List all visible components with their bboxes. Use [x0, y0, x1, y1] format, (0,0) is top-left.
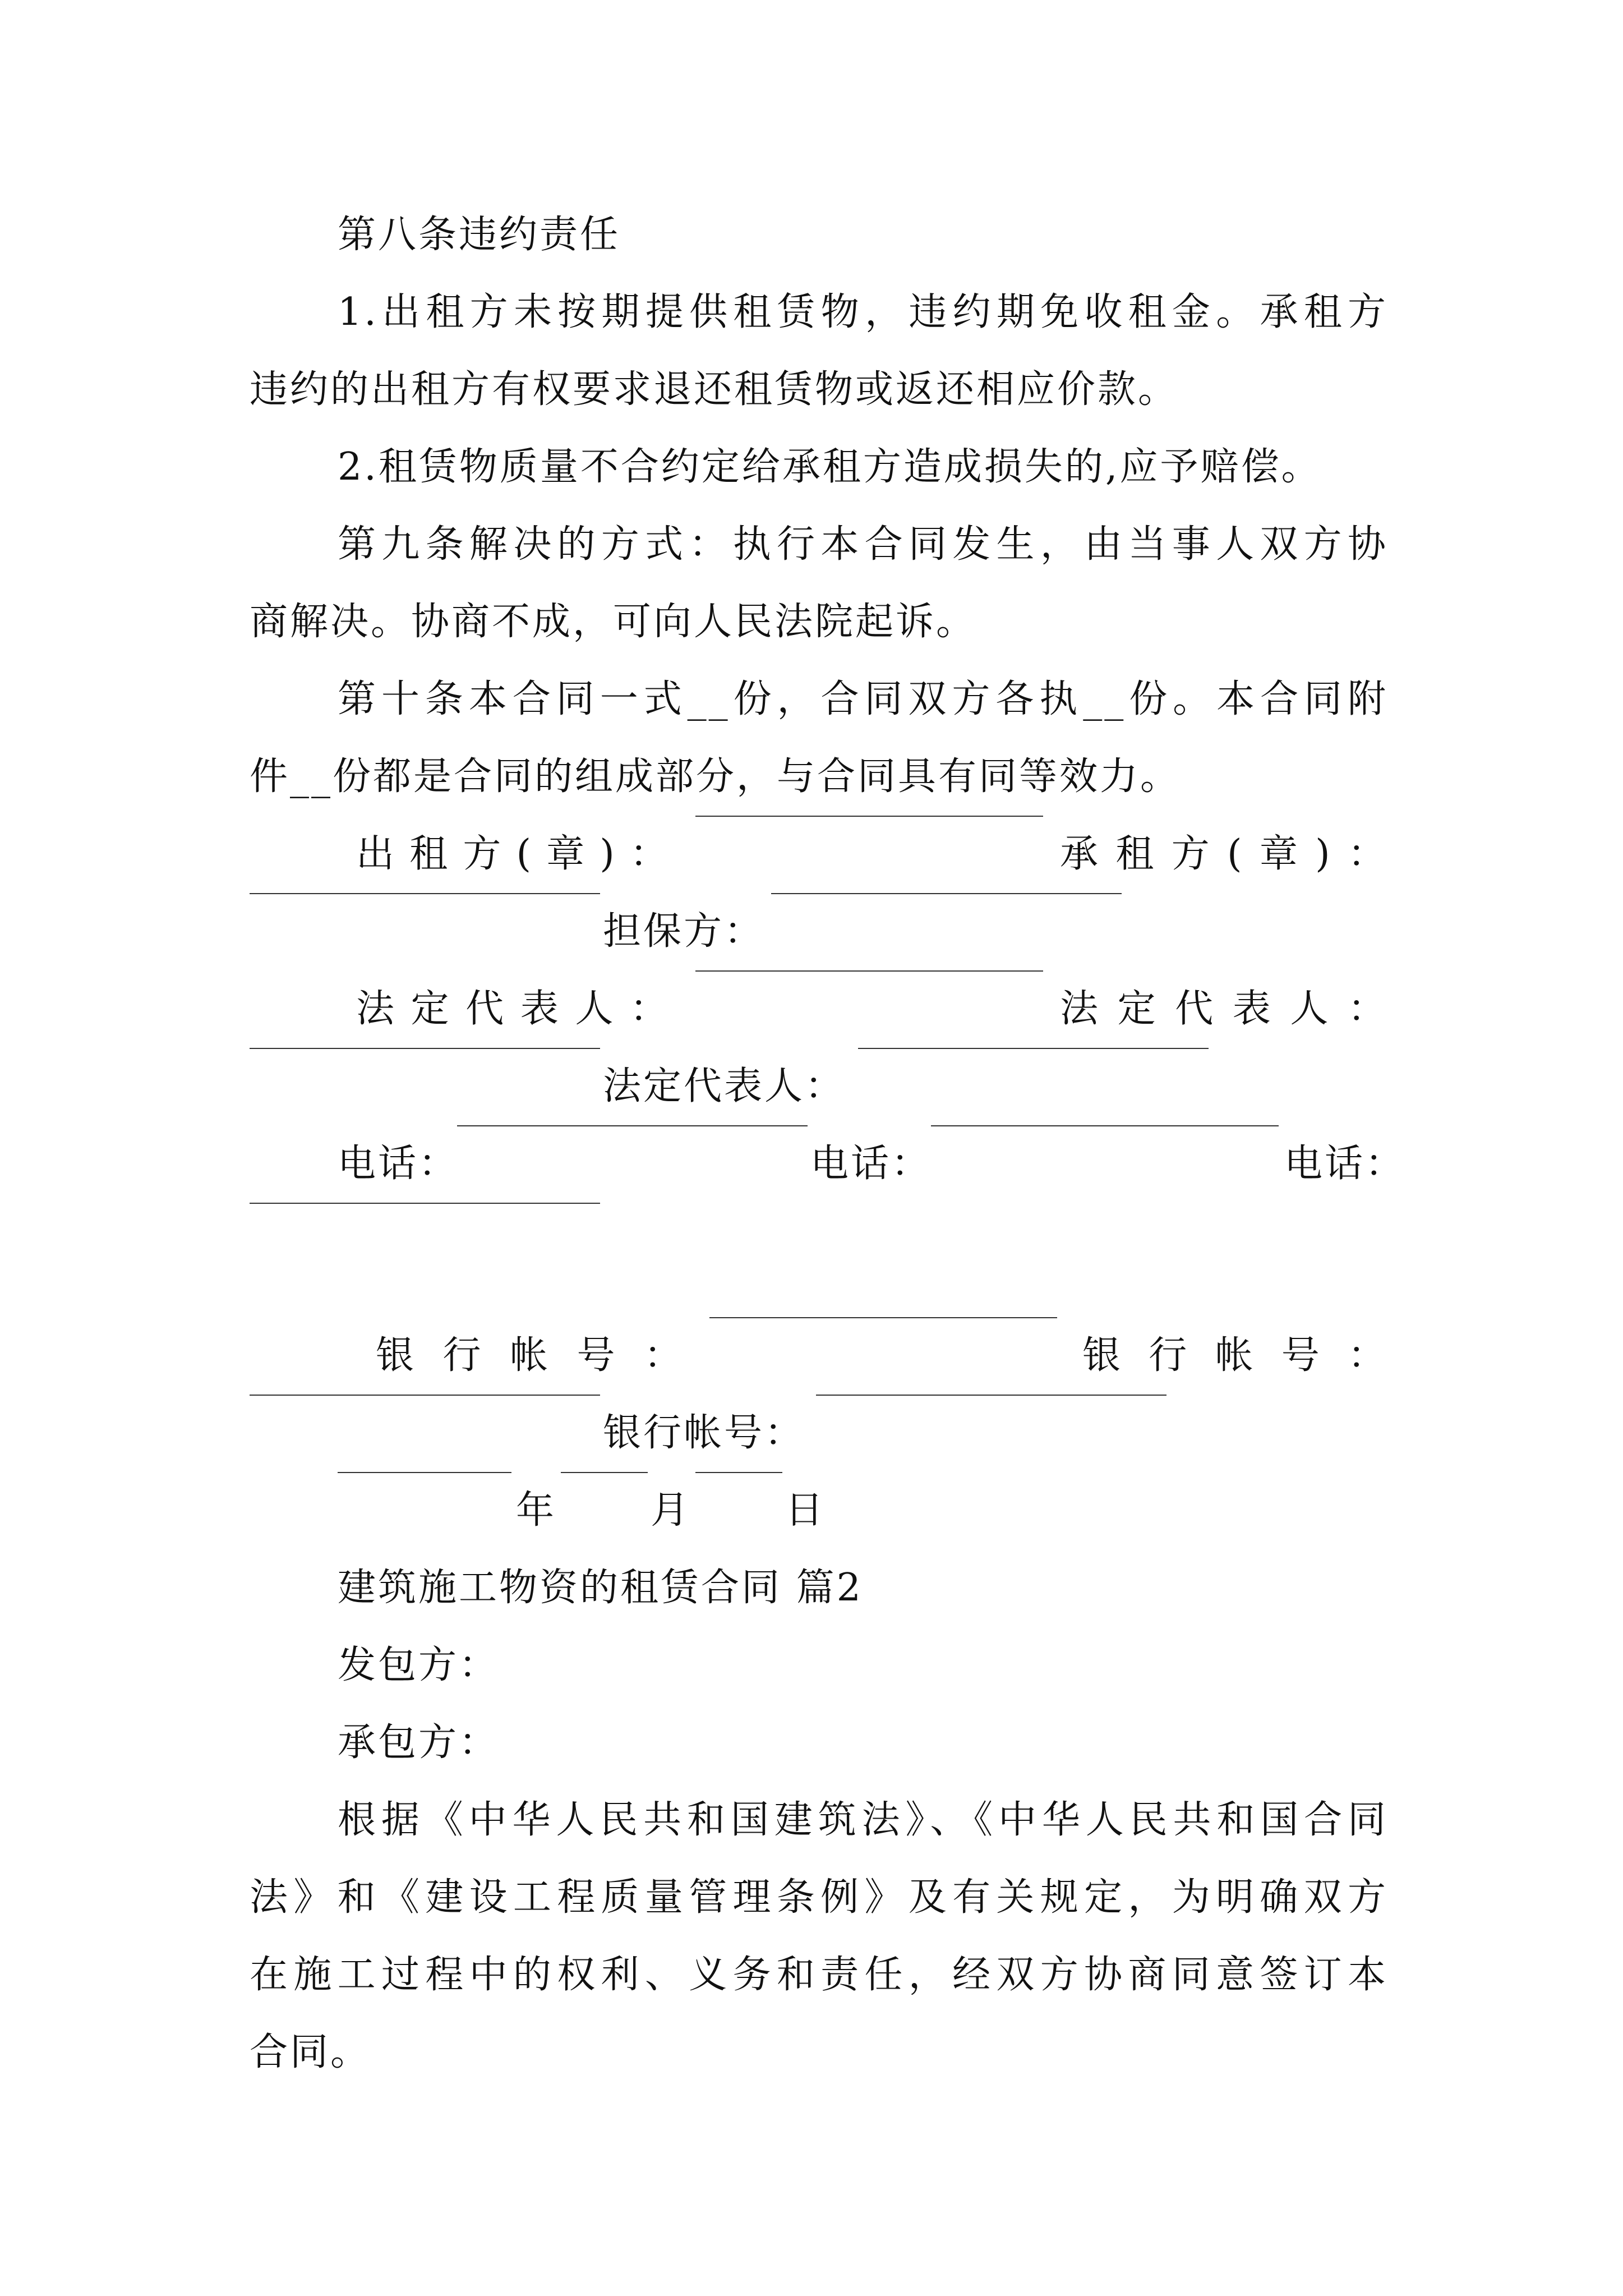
guarantor-phone-label: 电话： — [1284, 1142, 1406, 1186]
lessee-bank-label: 银行帐号： — [1082, 1333, 1388, 1378]
contract-issuer-label: 发包方： — [338, 1643, 500, 1687]
lessor-phone-label: 电话： — [338, 1142, 459, 1186]
part-2-paragraph-line-4: 合同。 — [250, 2030, 371, 2074]
signature-row-bank — [250, 1317, 1388, 1395]
lessee-legal-rep-label: 法定代表人： — [1060, 987, 1388, 1031]
lessee-phone-label: 电话： — [810, 1142, 932, 1186]
lessee-blank[interactable] — [250, 893, 600, 894]
contract-body — [250, 196, 1406, 2091]
article-8-item-2: 2.租赁物质量不合约定给承租方造成损失的,应予赔偿。 — [338, 445, 1322, 489]
lessor-legal-rep-blank[interactable] — [695, 970, 1043, 972]
article-8-title: 第八条违约责任 — [338, 213, 621, 257]
signature-row-phone-cont — [250, 1203, 1388, 1280]
article-8-item-1-line-1: 1.出租方未按期提供租赁物，违约期免收租金。承租方 — [338, 290, 1388, 334]
part-2-paragraph-line-2: 法》和《建设工程质量管理条例》及有关规定，为明确双方 — [250, 1875, 1388, 1920]
article-8-item-1-line-2: 违约的出租方有权要求退还租赁物或返还相应价款。 — [250, 367, 1179, 412]
lessee-phone-blank[interactable] — [931, 1125, 1279, 1126]
article-10-line-2: 件__份都是合同的组成部分，与合同具有同等效力。 — [250, 754, 1181, 799]
part-2-paragraph-line-3: 在施工过程中的权利、义务和责任，经双方协商同意签订本 — [250, 1953, 1388, 1997]
part-2-paragraph-line-1: 根据《中华人民共和国建筑法》、《中华人民共和国合同 — [338, 1798, 1388, 1842]
signature-row-phones — [250, 1125, 1406, 1203]
contractor-label: 承包方： — [338, 1720, 500, 1765]
year-label: 年 — [516, 1488, 557, 1533]
guarantor-label: 担保方： — [603, 909, 765, 954]
lessor-label: 出租方(章)： — [356, 832, 670, 876]
part-2-title: 建筑施工物资的租赁合同 篇2 — [338, 1566, 863, 1610]
signature-row-legal-reps — [250, 970, 1388, 1048]
article-9-line-1: 第九条解决的方式：执行本合同发生，由当事人双方协 — [338, 522, 1388, 567]
article-9-line-2: 商解决。协商不成，可向人民法院起诉。 — [250, 600, 977, 644]
guarantor-blank[interactable] — [771, 893, 1122, 894]
month-blank[interactable] — [561, 1472, 648, 1473]
lessee-legal-rep-blank[interactable] — [250, 1048, 600, 1049]
lessee-bank-blank[interactable] — [250, 1395, 600, 1396]
guarantor-bank-blank[interactable] — [816, 1395, 1166, 1396]
day-blank[interactable] — [695, 1472, 782, 1473]
signature-row-guarantor — [250, 893, 1388, 970]
year-blank[interactable] — [338, 1472, 511, 1473]
lessor-phone-blank[interactable] — [457, 1125, 808, 1126]
guarantor-phone-blank[interactable] — [250, 1203, 600, 1204]
lessor-legal-rep-label: 法定代表人： — [356, 987, 670, 1031]
signature-row-parties — [250, 816, 1388, 893]
guarantor-legal-rep-blank[interactable] — [858, 1048, 1209, 1049]
day-label: 日 — [785, 1488, 826, 1533]
lessor-bank-blank[interactable] — [709, 1317, 1057, 1318]
guarantor-legal-rep-label: 法定代表人： — [603, 1064, 846, 1108]
article-10-line-1: 第十条本合同一式__份，合同双方各执__份。本合同附 — [338, 677, 1388, 721]
guarantor-bank-label: 银行帐号： — [603, 1411, 805, 1455]
lessor-blank[interactable] — [695, 816, 1043, 817]
signature-row-bank-guarantor — [250, 1395, 1388, 1472]
signature-date — [250, 1472, 1388, 1549]
signature-row-guarantor-legal-rep — [250, 1048, 1388, 1125]
month-label: 月 — [651, 1488, 691, 1533]
lessee-label: 承租方(章)： — [1060, 832, 1388, 876]
lessor-bank-label: 银行帐号： — [376, 1333, 684, 1378]
